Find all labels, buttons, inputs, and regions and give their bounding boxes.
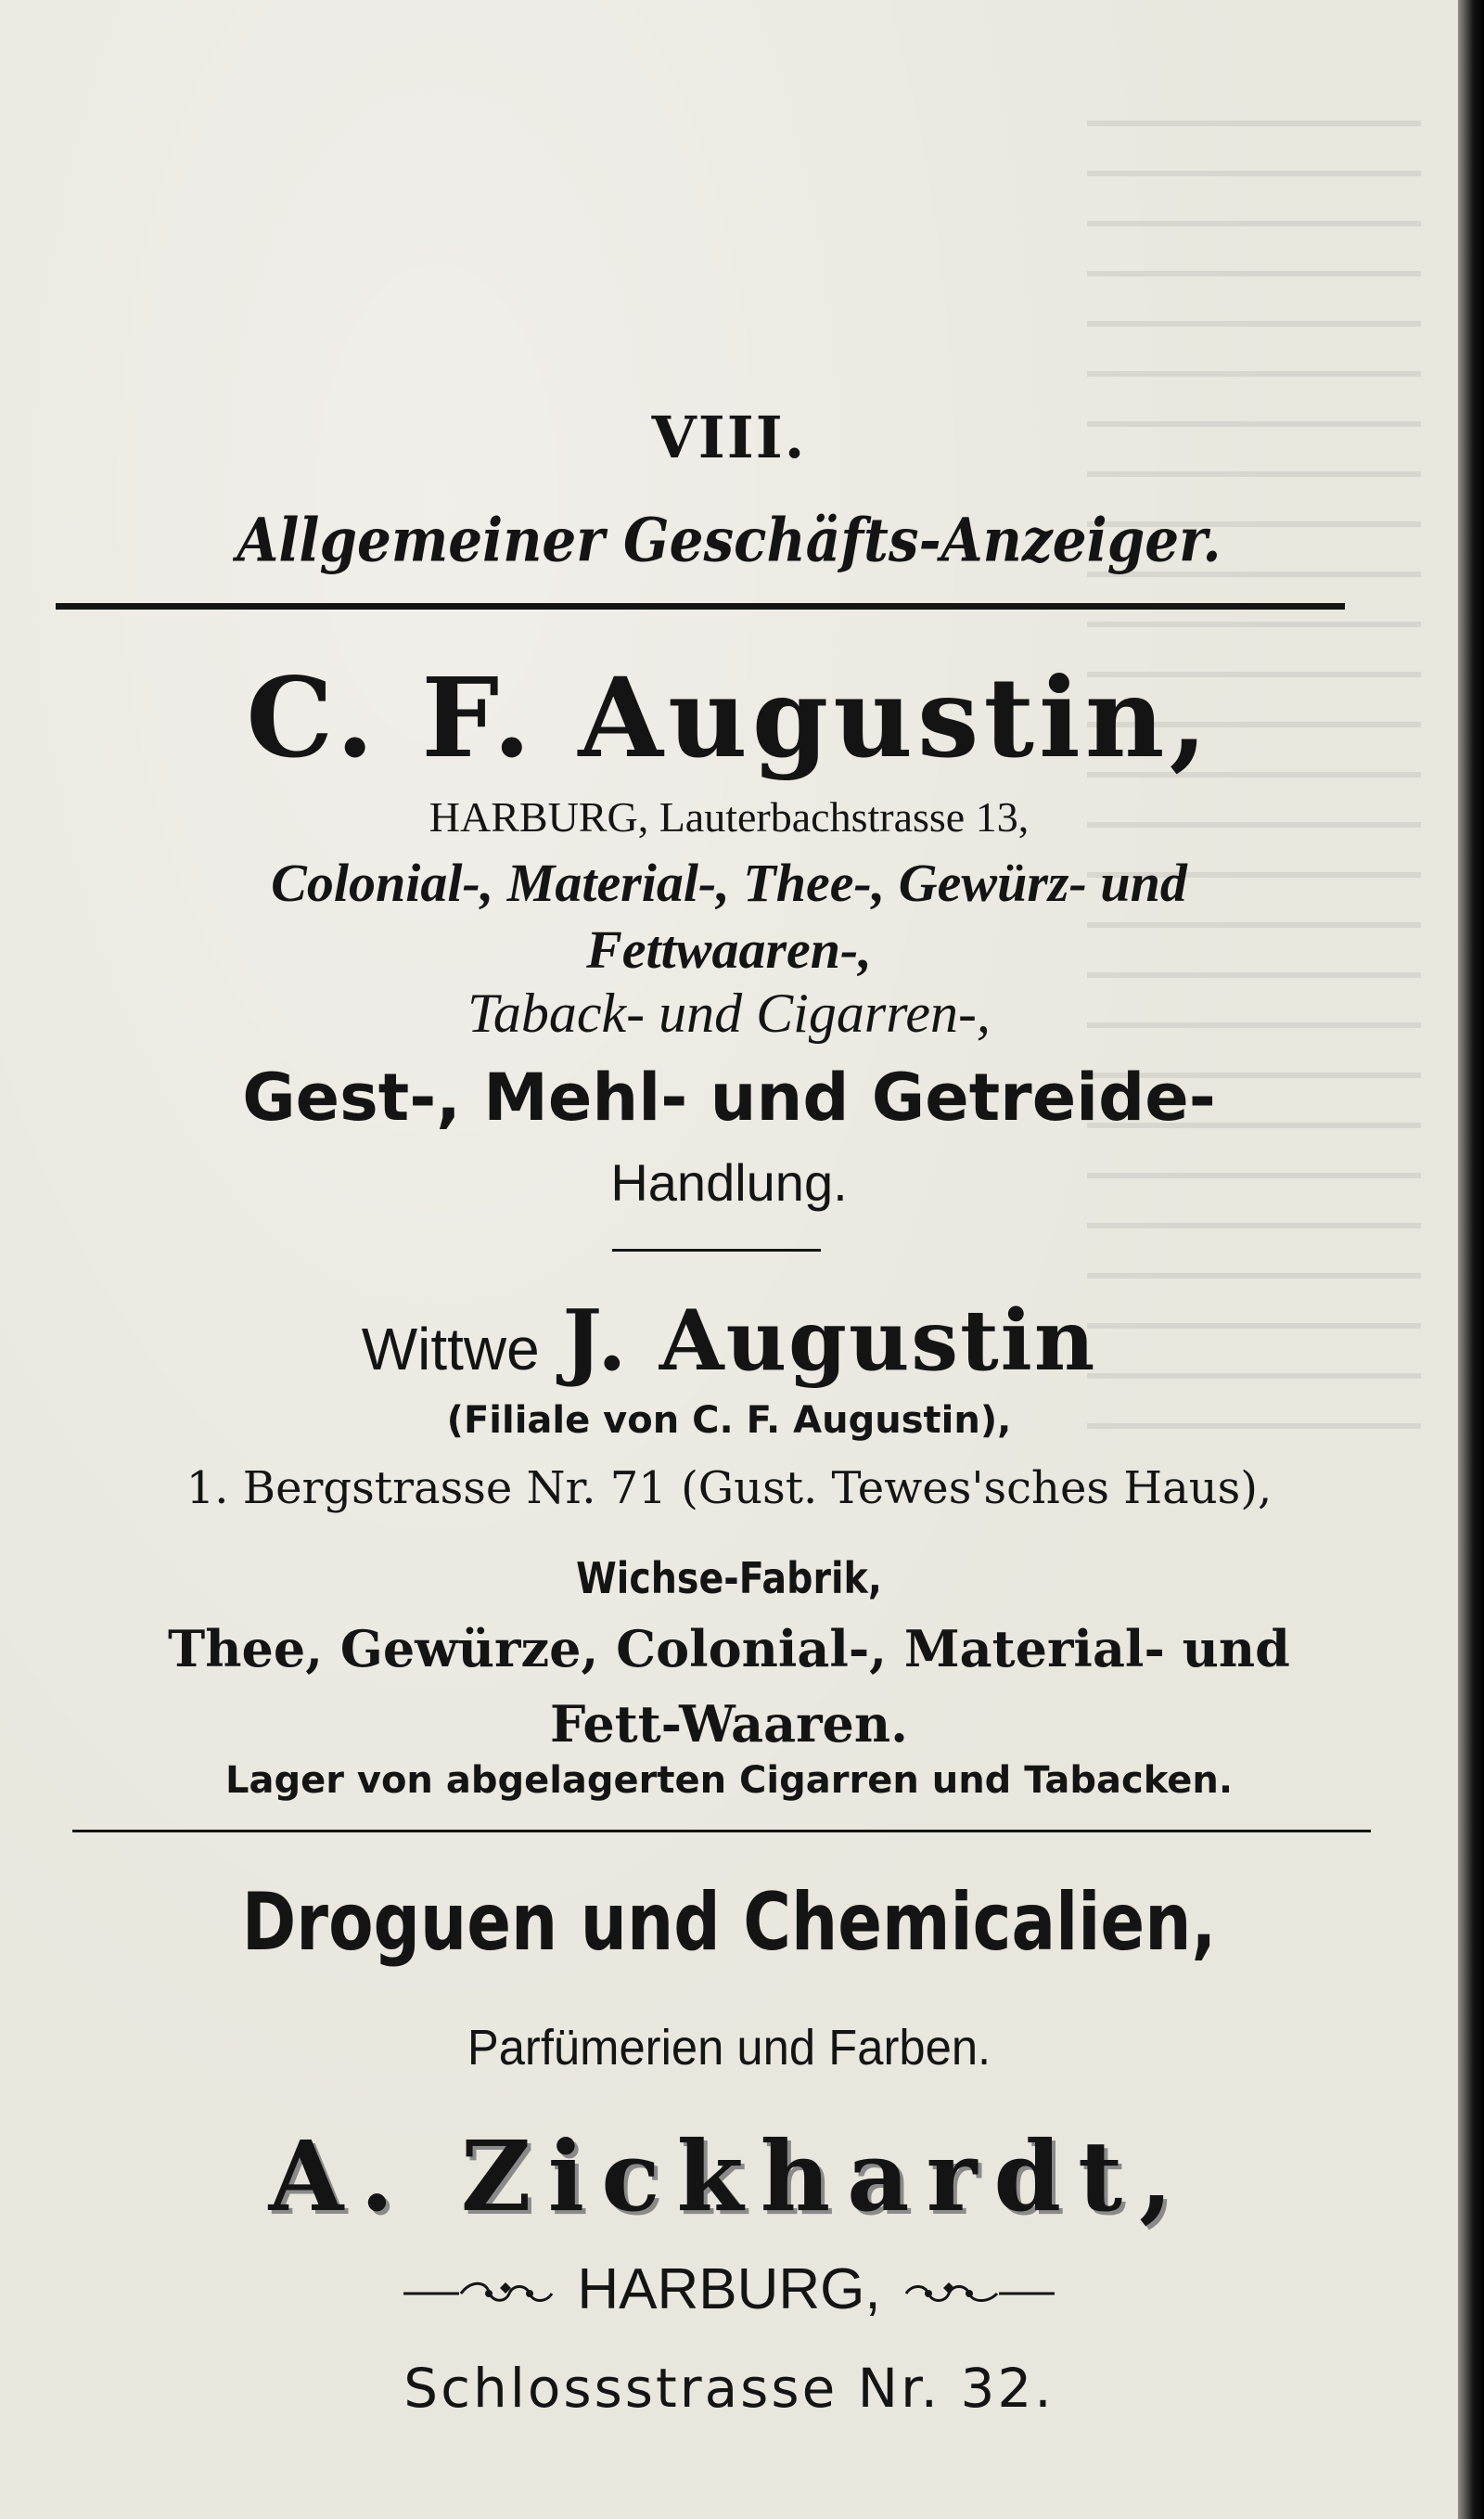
top-rule <box>56 603 1345 610</box>
witwe-prefix: Wittwe <box>361 1316 540 1382</box>
zickhardt-goods-line-1: Droguen und Chemicalien, <box>241 1876 1217 1969</box>
witwe-stock-note: Lager von abgelagerten Cigarren und Tabacken. <box>224 1759 1234 1802</box>
augustin-address: HARBURG, Lauterbachstrasse 13, <box>429 793 1030 841</box>
zickhardt-address: Schlossstrasse Nr. 32. <box>403 2357 1055 2420</box>
augustin-goods-line-4: Gest-, Mehl- und Getreide- <box>242 1060 1216 1136</box>
zickhardt-city-line <box>0 2256 1458 2322</box>
zickhardt-goods-line-2: Parfümerien und Farben. <box>467 2020 991 2076</box>
short-divider <box>612 1249 821 1252</box>
zickhardt-city: HARBURG, <box>577 2257 881 2321</box>
augustin-goods-line-3: Taback- und Cigarren-, <box>467 983 991 1044</box>
witwe-branch-note: (Filiale von C. F. Augustin), <box>446 1399 1012 1442</box>
augustin-goods-line-5: Handlung. <box>610 1153 848 1212</box>
middle-rule <box>72 1830 1371 1832</box>
witwe-goods-line-2: Thee, Gewürze, Colonial-, Material- und <box>168 1619 1290 1678</box>
section-title: Allgemeiner Geschäfts-Anzeiger. <box>237 504 1222 576</box>
augustin-firm-name: C. F. Augustin, <box>246 653 1212 782</box>
right-flourish-icon <box>897 2275 1055 2312</box>
witwe-address: 1. Bergstrasse Nr. 71 (Gust. Tewes'sches Haus), <box>186 1462 1273 1514</box>
left-flourish-icon <box>403 2275 561 2312</box>
witwe-name: J. Augustin <box>562 1292 1097 1390</box>
zickhardt-firm-name: A. Zickhardt, <box>268 2119 1190 2233</box>
augustin-goods-line-2: Fettwaaren-, <box>586 919 872 980</box>
section-number: VIII. <box>651 404 807 471</box>
witwe-goods-line-1: Wichse-Fabrik, <box>576 1553 882 1603</box>
augustin-goods-line-1: Colonial-, Material-, Thee-, Gewürz- und <box>271 853 1187 913</box>
witwe-goods-line-3: Fett-Waaren. <box>550 1694 908 1754</box>
dark-scan-edge <box>1458 0 1484 2519</box>
witwe-firm <box>0 1292 1458 1390</box>
